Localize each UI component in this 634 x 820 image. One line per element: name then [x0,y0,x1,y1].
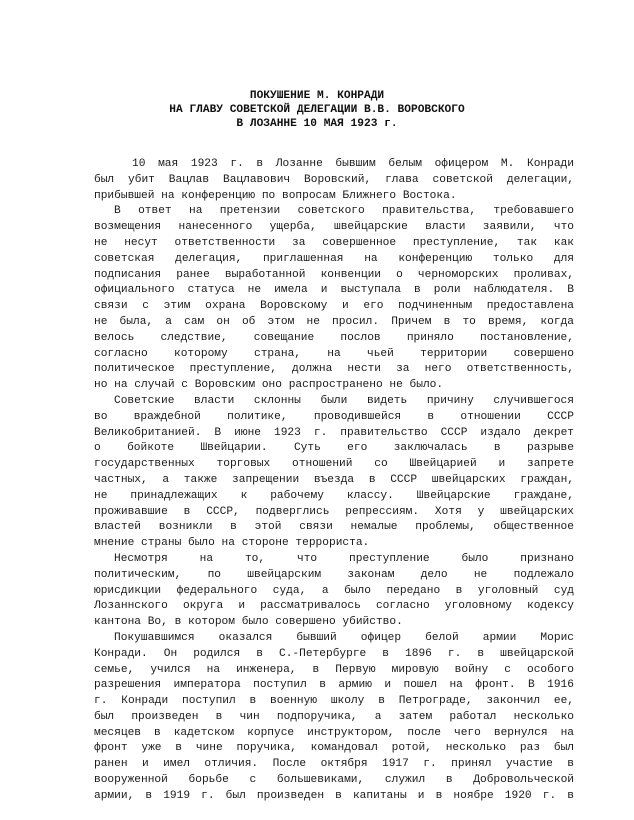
text-line: армии, в 1919 г. был произведен в капитаны и в ноябре 1920 г. в [94,789,574,802]
text-line: Советские власти склонны были видеть причину случившегося [114,394,574,407]
text-line: подписания ранее выработанной конвенции о черноморских проливах, [94,268,574,281]
text-line: Великобританией. В июне 1923 г. правительство СССР издало декрет [94,426,574,439]
text-line: властей возникли в этой связи немалые проблемы, общественное [94,521,574,534]
text-line: ранен и имел отличия. После октября 1917 г. принял участие в [94,758,574,771]
text-line: советская делегация, приглашенная на конференцию только для [94,252,574,265]
title-line-2: НА ГЛАВУ СОВЕТСКОЙ ДЕЛЕГАЦИИ В.В. ВОРОВСКОГО [169,104,465,116]
document-body [94,157,574,805]
text-line: согласно которому страна, на чьей территории совершено [94,347,574,360]
text-line: разрешения императора поступил в армию и пошел на фронт. В 1916 [94,679,574,692]
text-line: был убит Вацлав Вацлавович Воровский, глава советской делегации, [94,173,574,186]
text-line: о бойкоте Швейцарии. Суть его заключалась в разрыве [94,442,574,455]
text-line: Покушавшимся оказался бывший офицер белой армии Морис [114,631,574,644]
text-line: В ответ на претензии советского правительства, требовавшего [114,205,574,218]
text-line: политическим, по швейцарским законам дело не подлежало [94,568,574,581]
title-line-3: В ЛОЗАННЕ 10 МАЯ 1923 г. [236,118,398,130]
text-line: проживавшие в СССР, подверглись репрессиям. Хотя у швейцарских [94,505,574,518]
document-title [0,89,634,131]
text-line: месяцев в кадетском корпусе инструктором, после чего вернулся на [94,726,574,739]
text-line: юрисдикции федерального суда, а было передано в уголовный суд [94,584,574,597]
text-line: возмещения нанесенного ущерба, швейцарские власти заявили, что [94,221,574,234]
text-line: фронт уже в чине поручика, командовал ротой, несколько раз был [94,742,574,755]
text-line: был произведен в чин подпоручика, а затем работал несколько [94,710,574,723]
text-line: частных, а также запрещении въезда в СССР швейцарских граждан, [94,473,574,486]
text-line: г. Конради поступил в военную школу в Петрограде, закончил ее, [94,695,574,708]
text-line: связи с этим охрана Воровскому и его подчиненным предоставлена [94,300,574,313]
text-line: Несмотря на то, что преступление было признано [114,552,574,565]
text-line: прибывшей на конференцию по вопросам Ближнего Востока. [94,189,457,202]
text-line: велось следствие, совещание послов приняло постановление, [94,331,574,344]
text-line: во враждебной политике, проводившейся в отношении СССР [94,410,574,423]
text-line: семье, учился на инженера, в Первую мировую войну с особого [94,663,574,676]
text-line: 10 мая 1923 г. в Лозанне бывшим белым офицером М. Конради [132,158,574,170]
text-line: Конради. Он родился в С.-Петербурге в 1896 г. в швейцарской [94,647,574,660]
text-line: не несут ответственности за совершенное преступление, так как [94,236,574,249]
text-line: государственных торговых отношений со Швейцарией и запрете [94,458,574,471]
text-line: политическое преступление, должна нести за него ответственность, [94,363,574,376]
text-line: вооруженной борьбе с большевиками, служил в Добровольческой [94,774,574,787]
text-line: не принадлежащих к рабочему классу. Швейцарские граждане, [94,489,574,502]
text-line: не была, а сам он об этом не просил. Причем в то время, когда [94,315,574,328]
text-line: но на случай с Воровским оно распространено не было. [94,379,444,392]
text-line: Лозаннского округа и рассматривалось согласно уголовному кодексу [94,600,574,613]
text-line: официального статуса не имела и выступала в роли наблюдателя. В [94,284,574,297]
text-line: кантона Во, в котором было совершено убийство. [94,616,403,629]
title-line-1: ПОКУШЕНИЕ М. КОНРАДИ [249,90,385,102]
text-line: мнение страны было на стороне террориста. [94,537,370,550]
